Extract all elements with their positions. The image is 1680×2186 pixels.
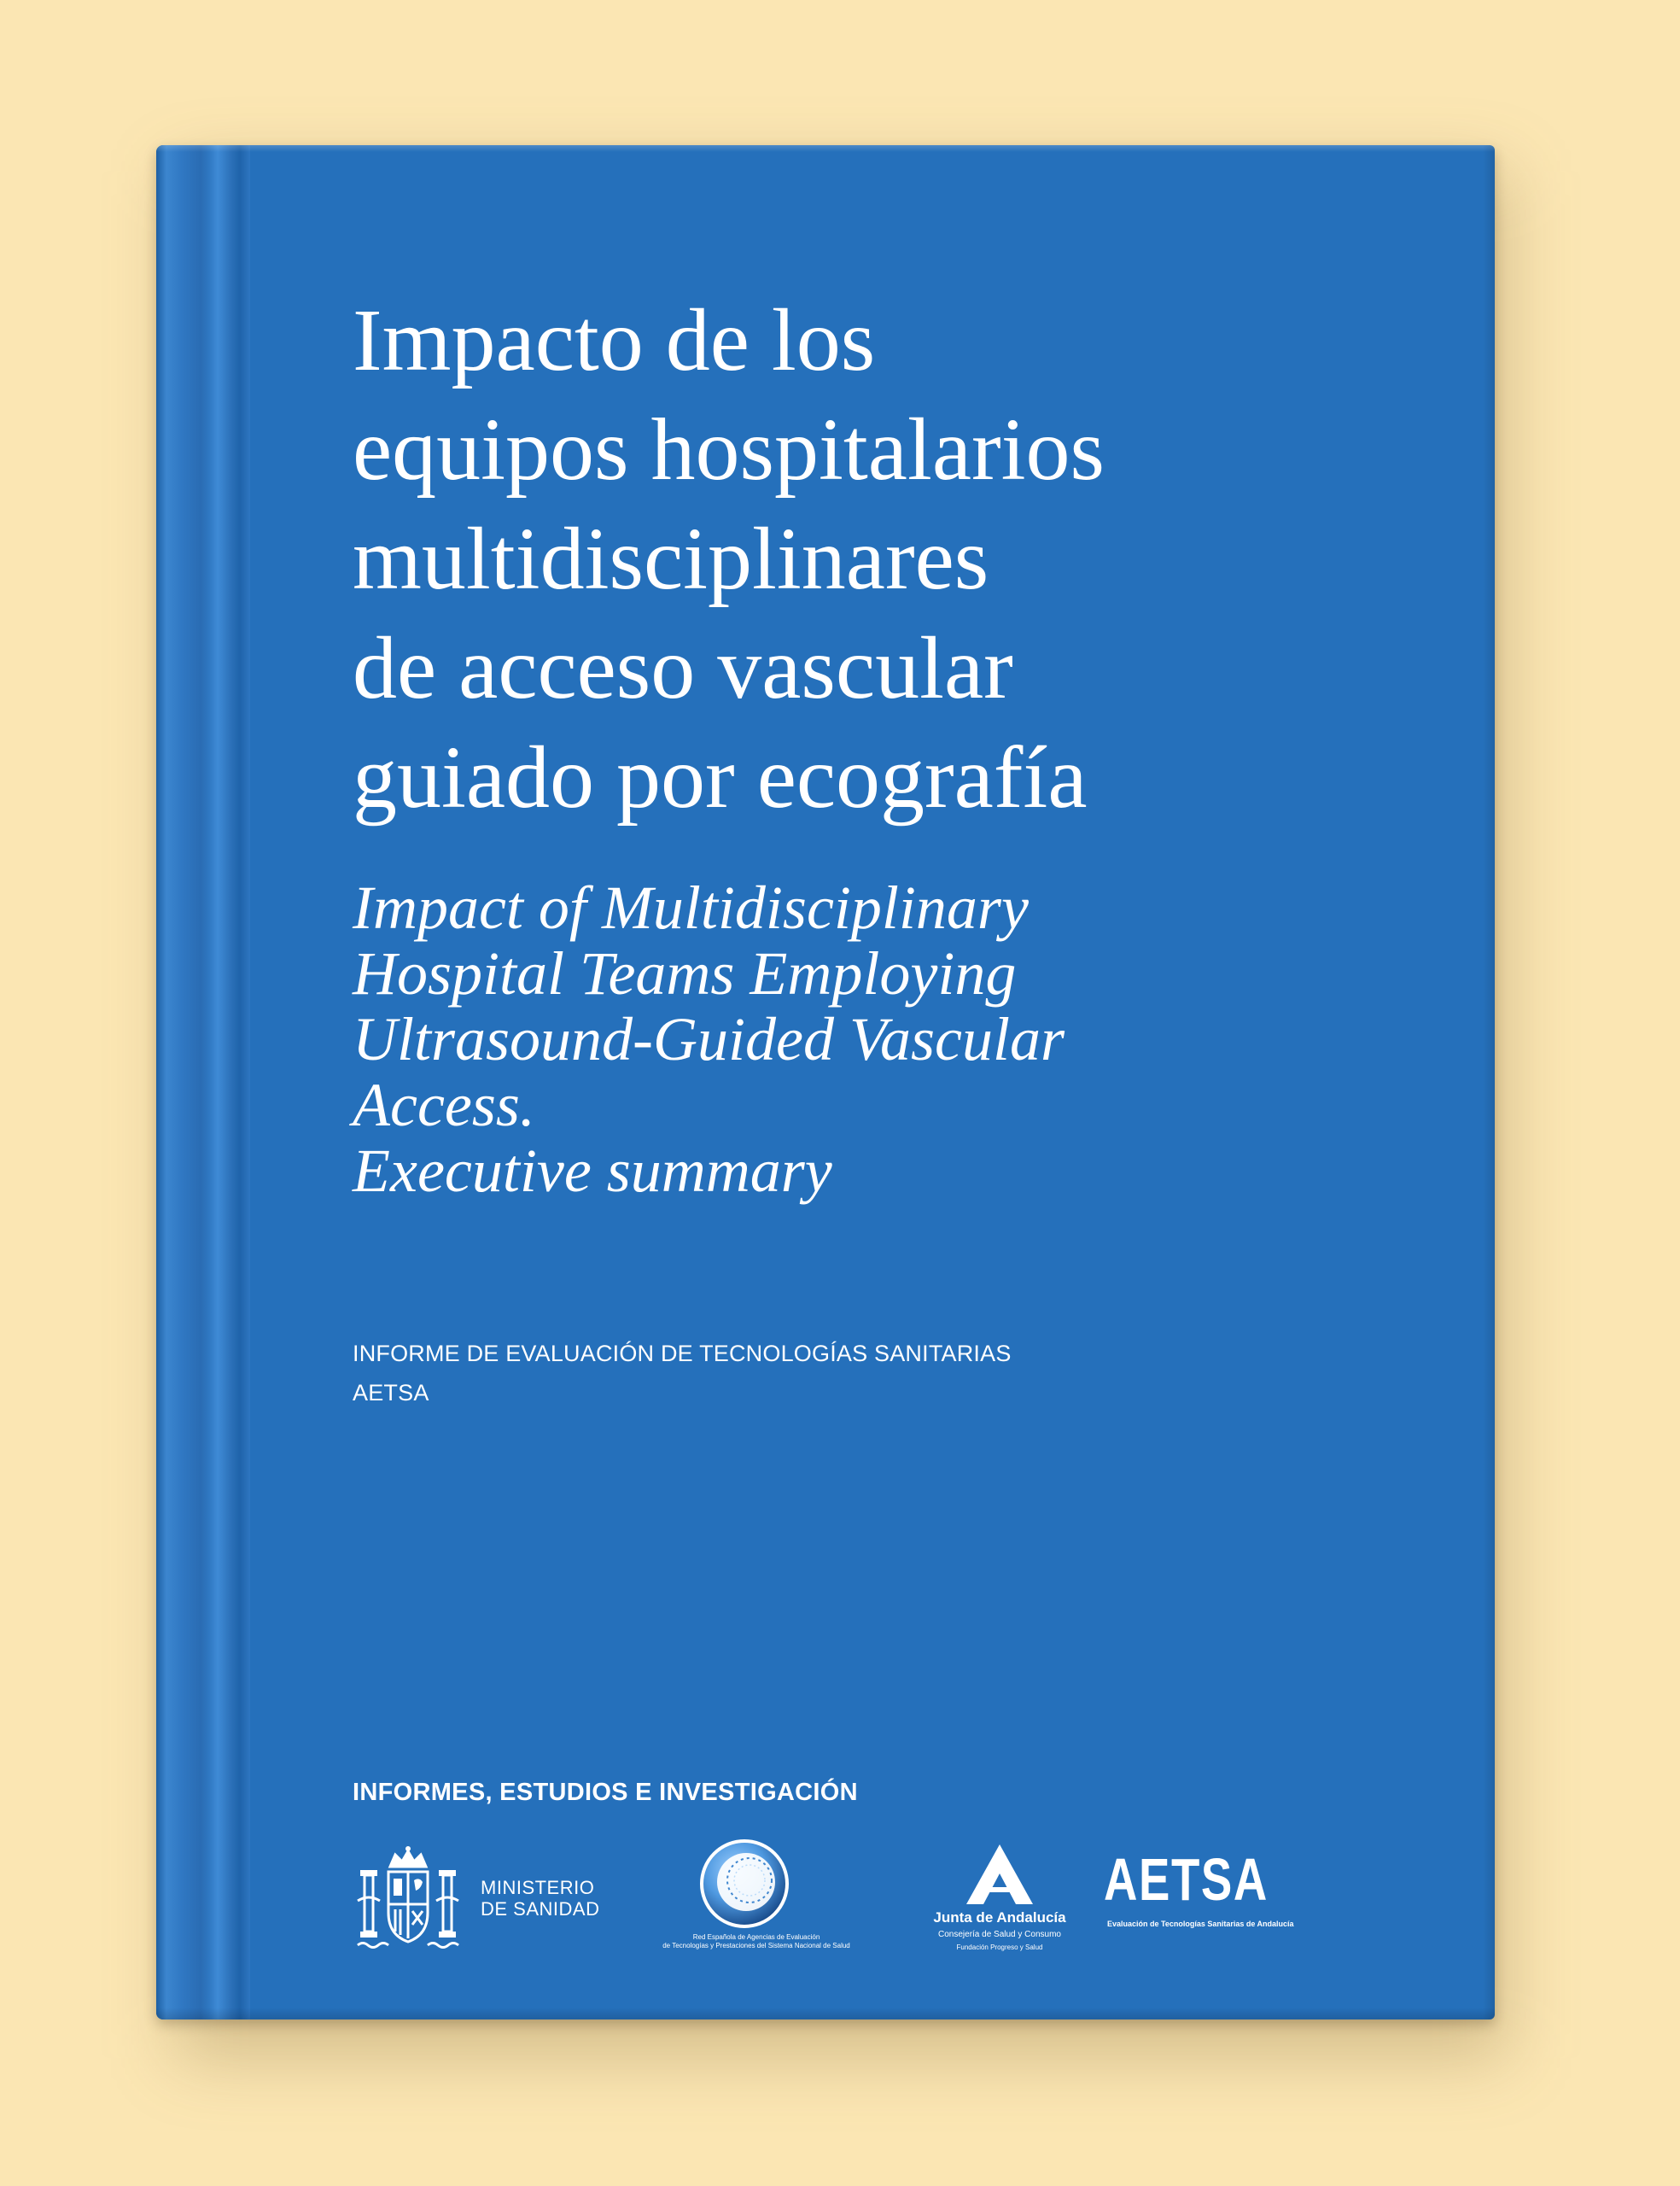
cover-edge-bottom xyxy=(156,2008,1495,2019)
title-spanish-line: guiado por ecografía xyxy=(353,728,1088,827)
cover-highlight xyxy=(156,145,1495,152)
aetsa-logo xyxy=(1104,1843,1317,1954)
title-english-line: Ultrasound-Guided Vascular xyxy=(353,1005,1065,1073)
logo-strip xyxy=(353,1836,1420,1964)
aetsa-subtitle: Evaluación de Tecnologías Sanitarias de Andalucía xyxy=(1107,1920,1294,1928)
ministerio-line: MINISTERIO xyxy=(481,1877,595,1898)
junta-andalucia-logo xyxy=(914,1843,1085,1962)
red-agencias-line: Red Española de Agencias de Evaluación xyxy=(692,1933,820,1941)
red-agencias-line: de Tecnologías y Prestaciones del Sistema Nacional de Salud xyxy=(662,1942,850,1949)
junta-subtitle-foundation: Fundación Progreso y Salud xyxy=(956,1943,1043,1951)
title-english-line: Impact of Multidisciplinary xyxy=(353,874,1029,942)
red-agencias-logo xyxy=(658,1836,855,1964)
collection-label: INFORMES, ESTUDIOS E INVESTIGACIÓN xyxy=(353,1779,858,1806)
title-spanish-line: de acceso vascular xyxy=(353,619,1013,717)
junta-title: Junta de Andalucía xyxy=(933,1909,1066,1926)
report-series-line: INFORME DE EVALUACIÓN DE TECNOLOGÍAS SANITARIAS xyxy=(353,1341,1012,1366)
title-spanish-line: Impacto de los xyxy=(353,291,876,389)
title-english-line: Executive summary xyxy=(353,1137,832,1205)
book-spine xyxy=(156,145,250,2019)
ministerio-logo xyxy=(353,1843,626,1954)
junta-subtitle: Consejería de Salud y Consumo xyxy=(938,1930,1061,1939)
title-english xyxy=(353,875,1377,1204)
cover-edge-right xyxy=(1483,145,1495,2019)
ministerio-text xyxy=(481,1877,599,1920)
report-series-line: AETSA xyxy=(353,1380,429,1406)
junta-andalucia-a-icon xyxy=(961,1843,1038,1906)
red-agencias-text xyxy=(658,1933,855,1950)
aetsa-wordmark: AETSA xyxy=(1104,1846,1269,1913)
title-spanish-line: multidisciplinares xyxy=(353,510,989,608)
red-agencias-emblem-icon xyxy=(697,1836,792,1932)
title-english-line: Hospital Teams Employing xyxy=(353,939,1017,1008)
title-english-line: Access. xyxy=(353,1071,535,1139)
report-series xyxy=(353,1334,1012,1412)
title-spanish-line: equipos hospitalarios xyxy=(353,400,1105,499)
book-cover xyxy=(156,145,1495,2019)
coat-of-arms-icon xyxy=(353,1843,464,1954)
ministerio-line: DE SANIDAD xyxy=(481,1898,600,1920)
title-spanish xyxy=(353,286,1377,833)
